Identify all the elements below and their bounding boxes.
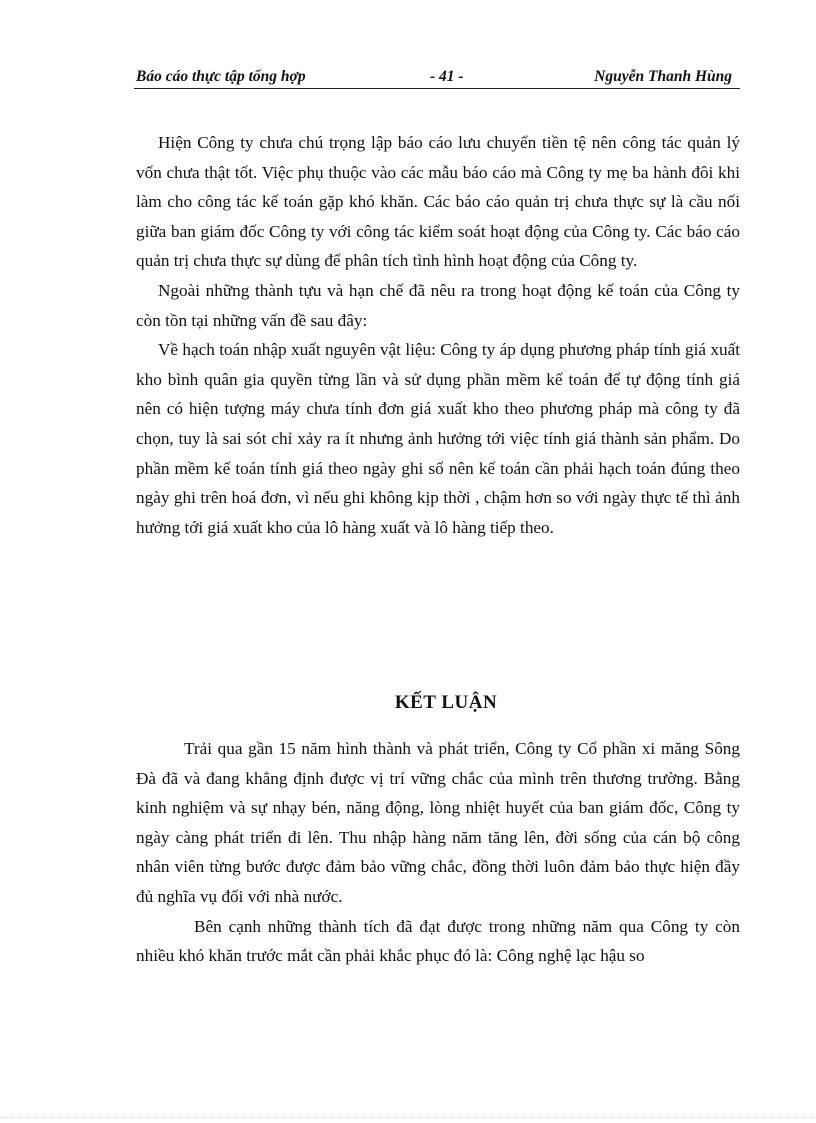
paragraph: Trải qua gần 15 năm hình thành và phát triển, Công ty Cổ phần xi măng Sông Đà đã và đang khẳng định được vị trí vững chắc của mình trên thương trường. Bằng kinh nghiệm và sự nhạy bén, năng động, lòng nhiệt huyết của ban giám đốc, Công ty ngày càng phát triển đi lên. Thu nhập hàng năm tăng lên, đời sống của cán bộ công nhân viên từng bước được đảm bảo vững chắc, đồng thời luôn đảm bảo thực hiện đầy đủ nghĩa vụ đối với nhà nước. [136,739,740,906]
page-header [134,66,740,89]
paragraph: Về hạch toán nhập xuất nguyên vật liệu: Công ty áp dụng phương pháp tính giá xuất kho bình quân gia quyền từng lần và sử dụng phần mềm kế toán để tự động tính giá nên có hiện tượng máy chưa tính đơn giá xuất kho theo phương pháp mà công ty đã chọn, tuy là sai sót chỉ xảy ra ít nhưng ảnh hưởng tới việc tính giá thành sản phẩm. Do phần mềm kế toán tính giá theo ngày ghi sổ nên kế toán cần phải hạch toán đúng theo ngày ghi trên hoá đơn, vì nếu ghi không kịp thời , chậm hơn so với ngày thực tế thì ảnh hưởng tới giá xuất kho của lô hàng xuất và lô hàng tiếp theo. [136,340,740,537]
header-author-name: Nguyễn Thanh Hùng [594,68,732,85]
paragraph: Ngoài những thành tựu và hạn chế đã nêu ra trong hoạt động kế toán của Công ty còn tồn tại những vấn đề sau đây: [136,280,740,330]
section-conclusion [136,734,740,971]
header-report-title: Báo cáo thực tập tổng hợp [136,68,306,85]
header-page-number: - 41 - [430,68,464,85]
paragraph: Bên cạnh những thành tích đã đạt được trong những năm qua Công ty còn nhiều khó khăn trước mắt cần phải khắc phục đó là: Công nghệ lạc hậu so [136,916,740,966]
page-bottom-divider [0,1117,816,1118]
paragraph: Hiện Công ty chưa chú trọng lập báo cáo lưu chuyển tiền tệ nên công tác quản lý vốn chưa thật tốt. Việc phụ thuộc vào các mẫu báo cáo mà Công ty mẹ ba hành đôi khi làm cho công tác kế toán gặp khó khăn. Các báo cáo quản trị chưa thực sự là cầu nối giữa ban giám đốc Công ty với công tác kiểm soát hoạt động của Công ty. Các báo cáo quản trị chưa thực sự dùng để phân tích tình hình hoạt động của Công ty. [136,133,740,271]
conclusion-heading: KẾT LUẬN [394,692,498,713]
section-limitations [136,128,740,542]
